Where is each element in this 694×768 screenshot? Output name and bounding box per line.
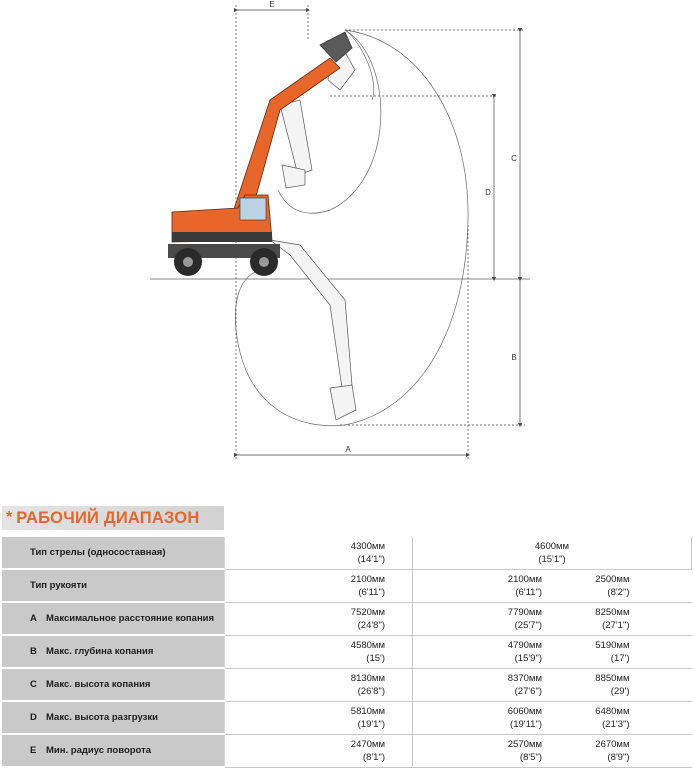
table-cell: 2570мм (8'5") [413, 734, 553, 767]
row-label: C Макс. высота копания [2, 668, 225, 701]
table-cell: 2100мм (6'11") [225, 569, 413, 602]
table-cell: 8130мм (26'8") [225, 668, 413, 701]
dim-label-b: B [511, 353, 517, 362]
table-cell: 6480мм (21'3") [552, 701, 692, 734]
table-row [2, 734, 692, 767]
table-row [2, 701, 692, 734]
dim-label-d: D [485, 188, 491, 197]
row-label: D Макс. высота разгрузки [2, 701, 225, 734]
table-cell: 5190мм (17') [552, 635, 692, 668]
table-cell: 4300мм (14'1") [225, 537, 413, 569]
table-row [2, 537, 692, 569]
asterisk-icon: * [6, 509, 13, 526]
working-range-table [2, 537, 692, 768]
table-row [2, 602, 692, 635]
section-header [2, 506, 224, 530]
table-cell: 8250мм (27'1") [552, 602, 692, 635]
row-label: Тип стрелы (односоставная) [2, 537, 225, 569]
table-cell: 2470мм (8'1") [225, 734, 413, 767]
dim-label-c: C [511, 154, 517, 163]
table-cell: 5810мм (19'1") [225, 701, 413, 734]
section-title: РАБОЧИЙ ДИАПАЗОН [16, 508, 200, 527]
row-label: E Мин. радиус поворота [2, 734, 225, 767]
dim-label-a: A [345, 445, 351, 454]
table-row [2, 569, 692, 602]
table-cell: 4790мм (15'9") [413, 635, 553, 668]
table-cell: 2500мм (8'2") [552, 569, 692, 602]
table-cell: 8850мм (29') [552, 668, 692, 701]
table-cell: 6060мм (19'11") [413, 701, 553, 734]
table-cell: 8370мм (27'6") [413, 668, 553, 701]
dim-label-e: E [269, 0, 275, 9]
row-label: Тип рукояти [2, 569, 225, 602]
excavator-illustration [168, 32, 352, 276]
table-cell: 7520мм (24'8") [225, 602, 413, 635]
table-row [2, 668, 692, 701]
table-cell: 2100мм (6'11") [413, 569, 553, 602]
row-label: A Максимальное расстояние копания [2, 602, 225, 635]
table-cell: 7790мм (25'7") [413, 602, 553, 635]
table-cell: 4580мм (15') [225, 635, 413, 668]
dimension-lines [236, 5, 525, 460]
row-label: B Макс. глубина копания [2, 635, 225, 668]
table-cell: 4600мм (15'1") [413, 537, 692, 569]
table-cell: 2670мм (8'9") [552, 734, 692, 767]
table-row [2, 635, 692, 668]
